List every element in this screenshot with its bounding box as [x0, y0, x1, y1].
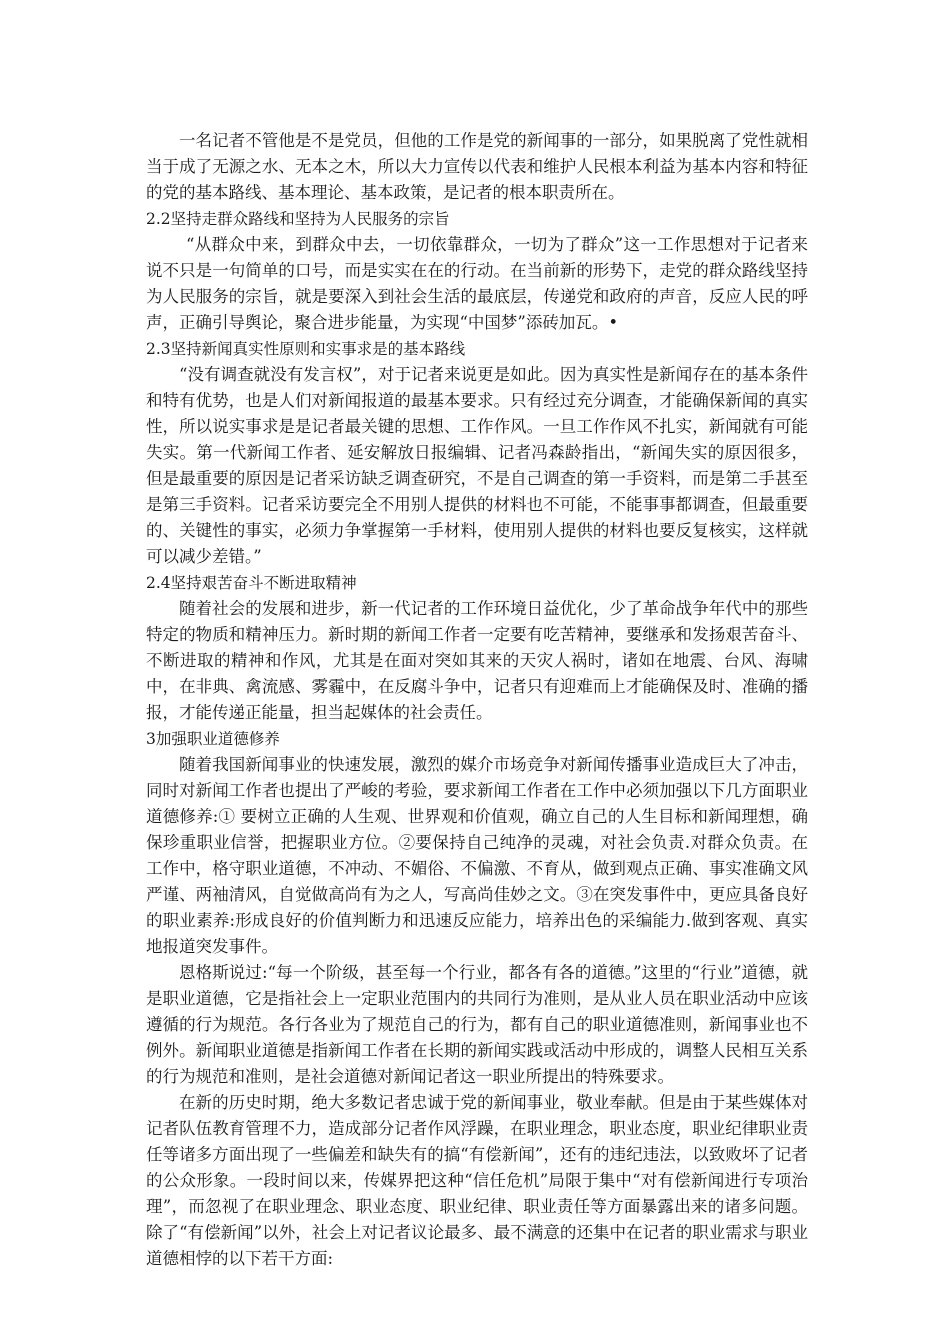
paragraph-hard-work: 随着社会的发展和进步，新一代记者的工作环境日益优化，少了革命战争年代中的那些特定的物质和精神压力。新时期的新闻工作者一定要有吃苦精神，要继承和发扬艰苦奋斗、不断进取的精神和作风，尤其是在面对突如其来的天灾人祸时，诸如在地震、台风、海啸中，在非典、禽流感、雾霾中，在反腐斗争中，记者只有迎难而上才能确保及时、准确的播报，才能传递正能量，担当起媒体的社会责任。	[146, 599, 808, 722]
document-body	[146, 128, 808, 1272]
section-heading-2-4: 2.4坚持艰苦奋斗不断进取精神	[146, 574, 357, 592]
section-heading-3: 3加强职业道德修养	[146, 730, 280, 748]
paragraph-new-era: 在新的历史时期，绝大多数记者忠诚于党的新闻事业，敬业奉献。但是由于某些媒体对记者队伍教育管理不力，造成部分记者作风浮躁，在职业理念，职业态度，职业纪律职业责任等诸多方面出现了一些偏差和缺失有的搞“有偿新闻”，还有的违纪违法，以致败坏了记者的公众形象。一段时间以来，传媒界把这种“信任危机”局限于集中“对有偿新闻进行专项治理”，而忽视了在职业理念、职业态度、职业纪律、职业责任等方面暴露出来的诸多问题。除了“有偿新闻”以外，社会上对记者议论最多、最不满意的还集中在记者的职业需求与职业道德相悖的以下若干方面:	[146, 1093, 808, 1268]
section-heading-2-2: 2.2坚持走群众路线和坚持为人民服务的宗旨	[146, 210, 450, 228]
section-heading-2-3: 2.3坚持新闻真实性原则和实事求是的基本路线	[146, 340, 466, 358]
paragraph-engels-quote: 恩格斯说过:“每一个阶级，甚至每一个行业，都各有各的道德。”这里的“行业”道德，就是职业道德，它是指社会上一定职业范围内的共同行为准则，是从业人员在职业活动中应该遵循的行为规范。各行各业为了规范自己的行为，都有自己的职业道德准则，新闻事业也不例外。新闻职业道德是指新闻工作者在长期的新闻实践或活动中形成的，调整人民相互关系的行为规范和准则，是社会道德对新闻记者这一职业所提出的特殊要求。	[146, 963, 808, 1086]
paragraph-ethics-cultivation: 随着我国新闻事业的快速发展，激烈的媒介市场竞争对新闻传播事业造成巨大了冲击，同时对新闻工作者也提出了严峻的考验，要求新闻工作者在工作中必须加强以下几方面职业道德修养:① 要树立正确的人生观、世界观和价值观，确立自己的人生目标和新闻理想，确保珍重职业信誉，把握职业方位。②要保持自己纯净的灵魂，对社会负责.对群众负责。在工作中，格守职业道德，不冲动、不媚俗、不偏激、不育从，做到观点正确、事实准确文风严谨、两袖清风，自觉做高尚有为之人，写高尚佳妙之文。③在突发事件中，更应具备良好的职业素养:形成良好的价值判断力和迅速反应能力，培养出色的采编能力.做到客观、真实地报道突发事件。	[146, 755, 808, 956]
paragraph-truthfulness: “没有调查就没有发言权”，对于记者来说更是如此。因为真实性是新闻存在的基本条件和特有优势，也是人们对新闻报道的最基本要求。只有经过充分调查，才能确保新闻的真实性，所以说实事求是是记者最关键的思想、工作作风。一旦工作作风不扎实，新闻就有可能失实。第一代新闻工作者、延安解放日报编辑、记者冯森龄指出，“新闻失实的原因很多，但是最重要的原因是记者采访缺乏调查研究，不是自己调查的第一手资料，而是第二手甚至是第三手资料。记者采访要完全不用别人提供的材料也不可能，不能事事都调查，但最重要的、关键性的事实，必须力争掌握第一手材料，使用别人提供的材料也要反复核实，这样就可以减少差错。”	[146, 365, 808, 566]
paragraph-party-spirit: 一名记者不管他是不是党员，但他的工作是党的新闻事的一部分，如果脱离了党性就相当于成了无源之水、无本之木，所以大力宣传以代表和维护人民根本利益为基本内容和特征的党的基本路线、基本理论、基本政策，是记者的根本职责所在。	[146, 131, 808, 202]
paragraph-mass-line: “从群众中来，到群众中去，一切依靠群众，一切为了群众”这一工作思想对于记者来说不只是一句简单的口号，而是实实在在的行动。在当前新的形势下，走党的群众路线坚持为人民服务的宗旨，就是要深入到社会生活的最底层，传递党和政府的声音，反应人民的呼声，正确引导舆论，聚合进步能量，为实现“中国梦”添砖加瓦。•	[146, 235, 808, 332]
